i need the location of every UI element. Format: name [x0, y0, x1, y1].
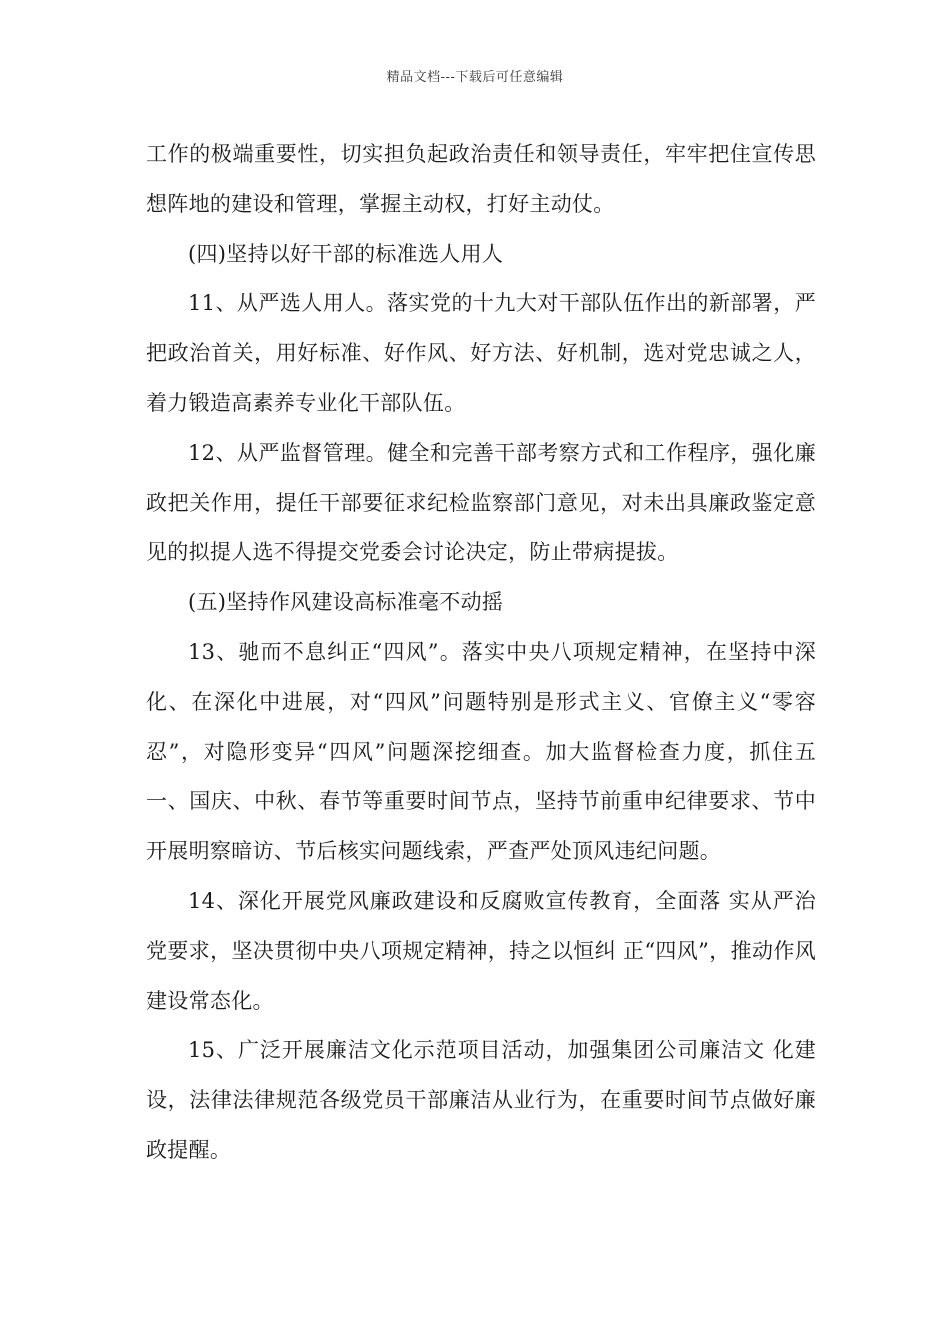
paragraph-12: 12、从严监督管理。健全和完善干部考察方式和工作程序，强化廉政把关作用，提任干部要征求纪检监察部门意见，对未出具廉政鉴定意见的拟提人选不得提交党委会讨论决定，防止带病提拔。 [146, 440, 816, 565]
page-header: 精品文档---下载后可任意编辑 [386, 70, 564, 85]
paragraph-13: 13、驰而不息纠正“四风”。落实中央八项规定精神，在坚持中深化、在深化中进展，对“四风”问题特别是形式主义、官僚主义“零容忍”，对隐形变异“四风”问题深挖细查。加大监督检查力度，抓住五一、国庆、中秋、春节等重要时间节点，坚持节前重申纪律要求、节中开展明察暗访、节后核实问题线索，严查严处顶风违纪问题。 [146, 639, 816, 864]
paragraph-11: 11、从严选人用人。落实党的十九大对干部队伍作出的新部署，严把政治首关，用好标准、好作风、好方法、好机制，选对党忠诚之人，着力锻造高素养专业化干部队伍。 [146, 291, 816, 415]
paragraph-continuation: 工作的极端重要性，切实担负起政治责任和领导责任，牢牢把住宣传思想阵地的建设和管理，掌握主动权，打好主动仗。 [146, 142, 816, 216]
paragraph-15: 15、广泛开展廉洁文化示范项目活动，加强集团公司廉洁文 化建设，法律法律规范各级党员干部廉洁从业行为，在重要时间节点做好廉政提醒。 [146, 1038, 816, 1162]
section-heading-4: (四)坚持以好干部的标准选人用人 [188, 241, 504, 266]
document-body [146, 130, 816, 1176]
paragraph-14: 14、深化开展党风廉政建设和反腐败宣传教育，全面落 实从严治党要求，坚决贯彻中央八项规定精神，持之以恒纠 正“四风”，推动作风建设常态化。 [146, 888, 816, 1013]
section-heading-5: (五)坚持作风建设高标准毫不动摇 [188, 590, 504, 615]
